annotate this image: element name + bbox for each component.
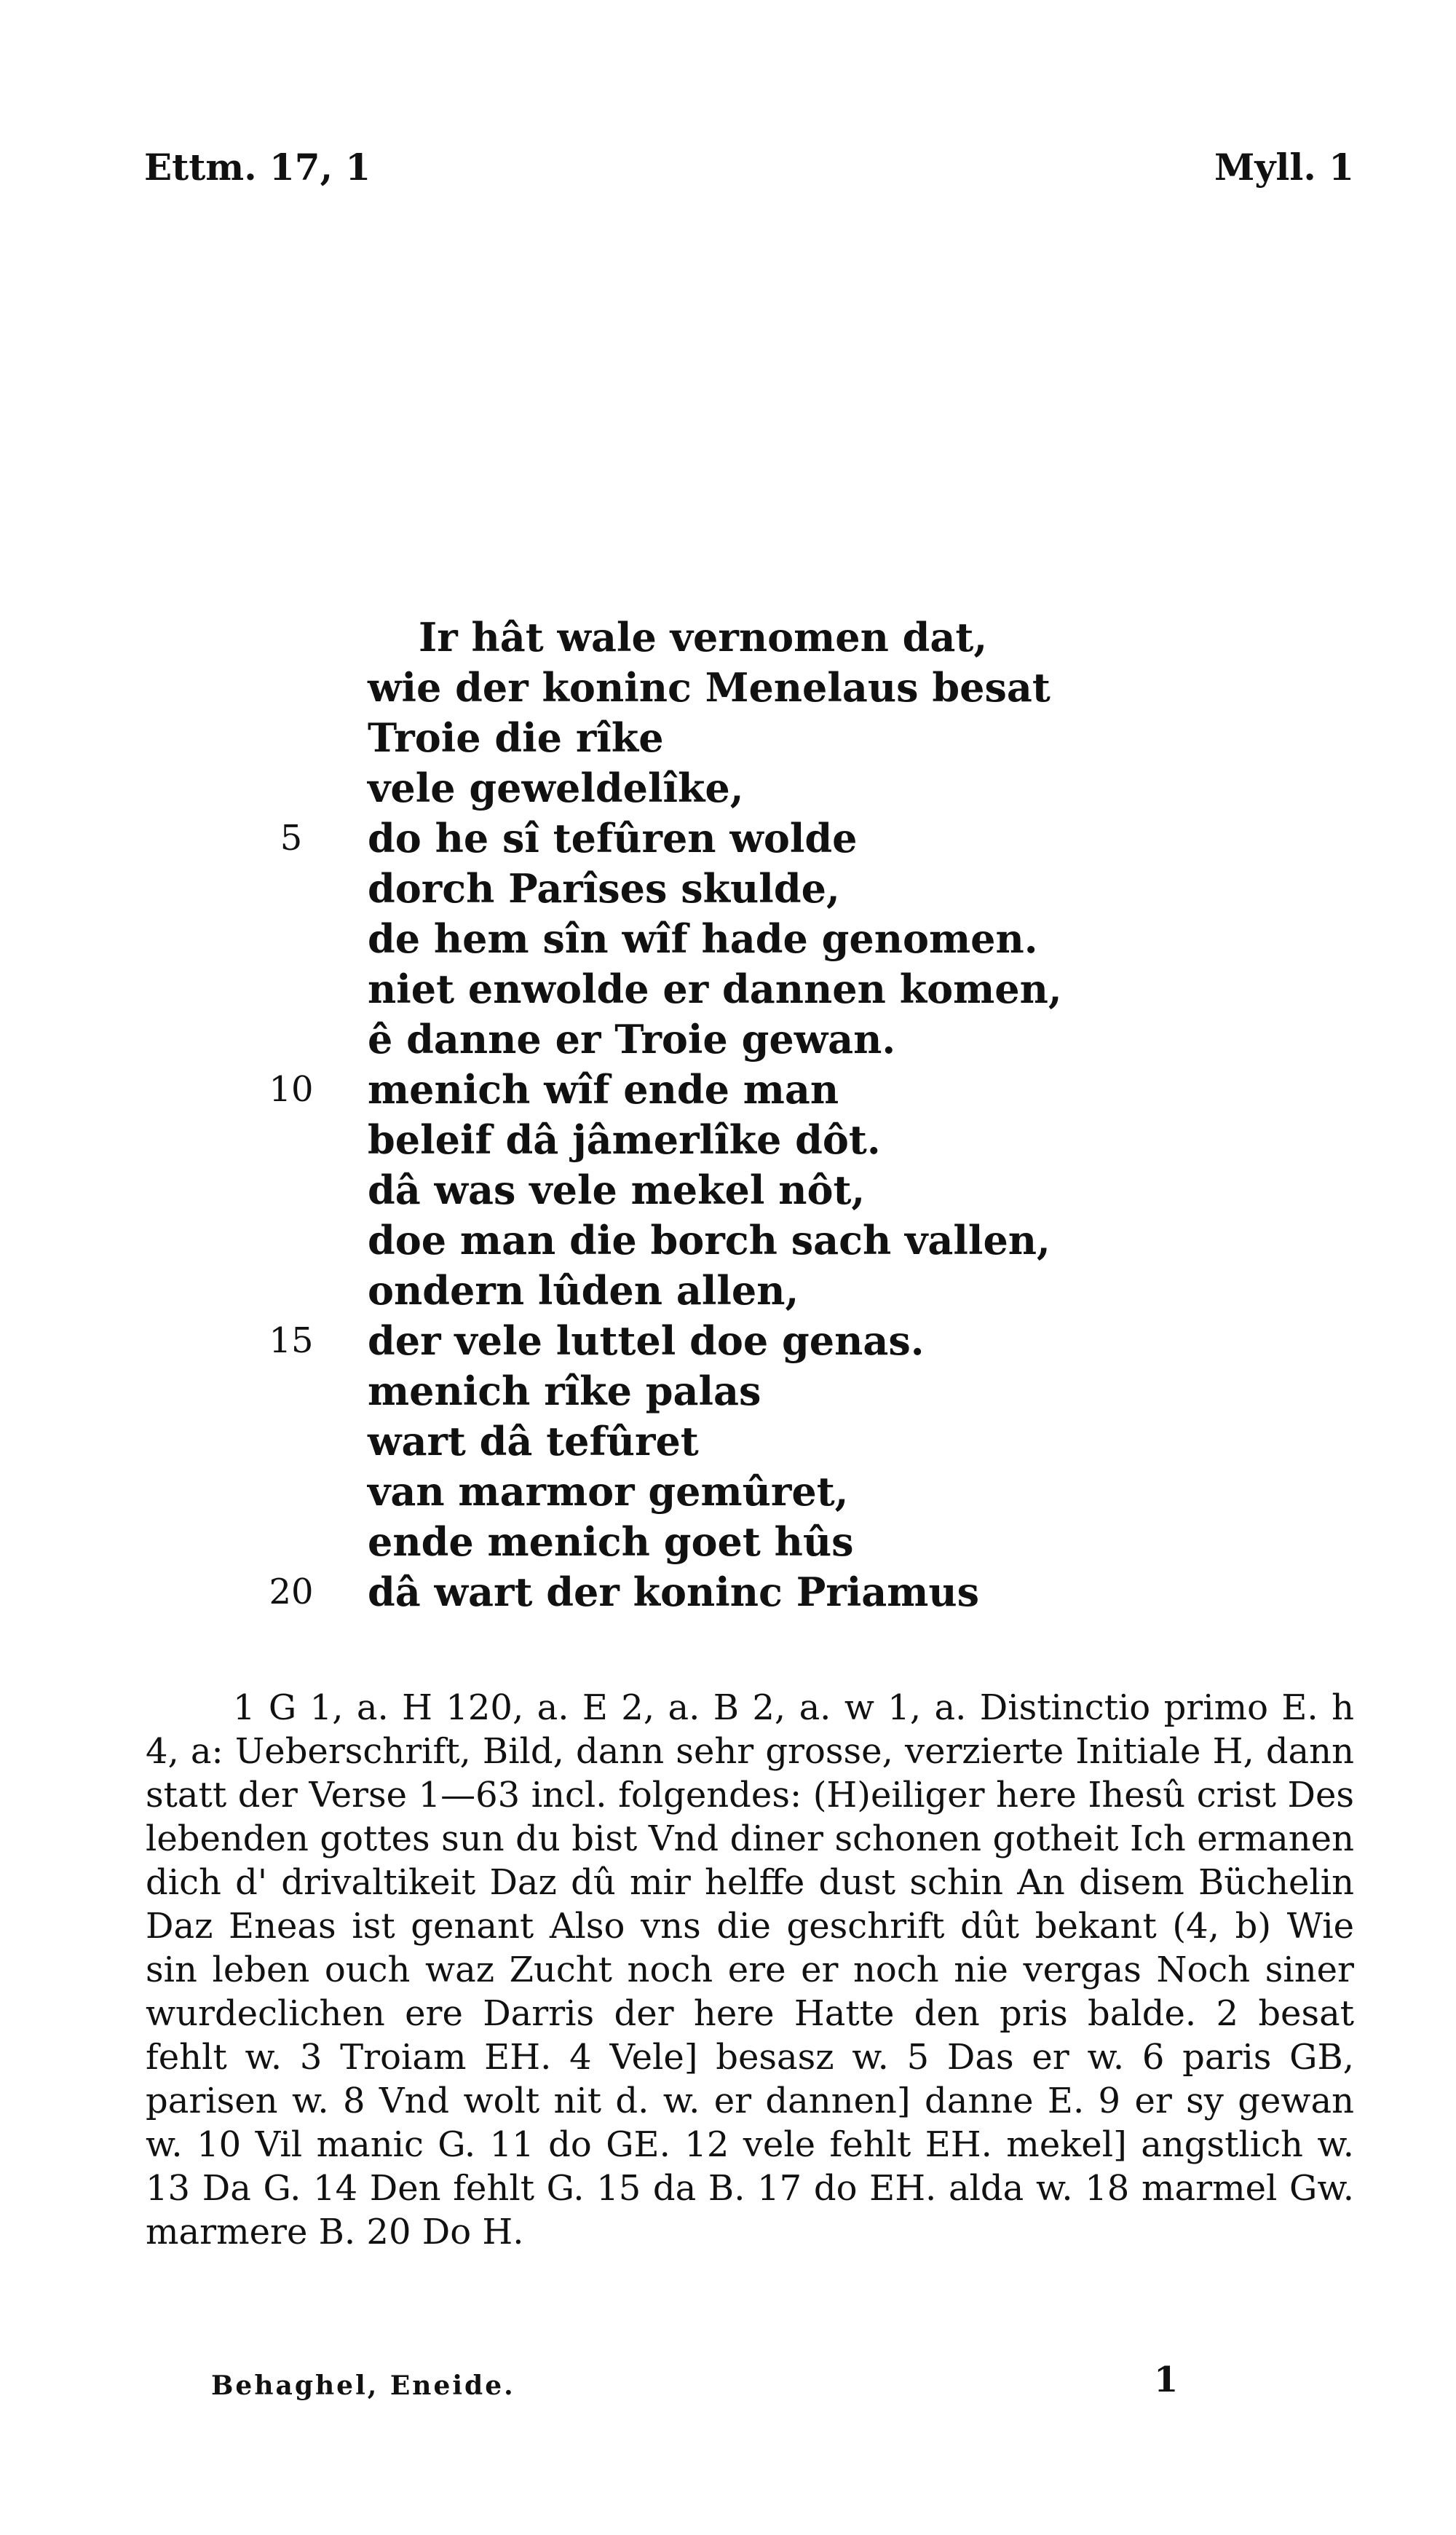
line-number-10: 10	[269, 1069, 314, 1110]
verse-line: menich rîke palas	[368, 1368, 761, 1414]
verse-line: niet enwolde er dannen komen,	[368, 966, 1062, 1012]
verse-line: ende menich goet hûs	[368, 1518, 854, 1565]
signature-mark: Behaghel, Eneide.	[211, 2370, 515, 2401]
verse-line: ondern lûden allen,	[368, 1267, 799, 1314]
critical-apparatus	[146, 1686, 1354, 2254]
verse-line: van marmor gemûret,	[368, 1468, 849, 1515]
line-number-20: 20	[269, 1572, 314, 1612]
verse-line: do he sî tefûren wolde	[368, 815, 858, 862]
verse-line: Troie die rîke	[368, 714, 664, 761]
verse-line: wie der koninc Menelaus besat	[368, 664, 1051, 711]
verse-line: menich wîf ende man	[368, 1066, 839, 1113]
line-number-15: 15	[269, 1320, 314, 1361]
verse-line: wart dâ tefûret	[368, 1418, 699, 1464]
verse-line: dorch Parîses skulde,	[368, 865, 840, 912]
signature-number: 1	[1154, 2359, 1179, 2400]
verse-line: vele geweldelîke,	[368, 765, 744, 811]
verse-line: ê danne er Troie gewan.	[368, 1016, 896, 1063]
verse-line: Ir hât wale vernomen dat,	[419, 614, 988, 661]
verse-line: dâ wart der koninc Priamus	[368, 1569, 980, 1615]
line-number-5: 5	[280, 818, 303, 859]
verse-line: doe man die borch sach vallen,	[368, 1217, 1051, 1263]
verse-line: der vele luttel doe genas.	[368, 1317, 925, 1364]
running-head-left: Ettm. 17, 1	[144, 146, 371, 189]
verse-line: de hem sîn wîf hade genomen.	[368, 915, 1038, 962]
verse-line: beleif dâ jâmerlîke dôt.	[368, 1116, 881, 1163]
verse-line: dâ was vele mekel nôt,	[368, 1167, 866, 1213]
apparatus-text: 1 G 1, a. H 120, a. E 2, a. B 2, a. w 1, a. Distinctio primo E. h 4, a: Ueberschrift, Bild, dann sehr grosse, verzierte Initiale H, dann statt der Verse 1—63 incl. folgendes: (H)eiliger here Ihesû crist Des lebenden gottes sun du bist Vnd diner schonen gotheit Ich ermanen dich d' drivaltikeit Daz dû mir helffe dust schin An disem Büchelin Daz Eneas ist genant Also vns die geschrift dût bekant (4, b) Wie sin leben ouch waz Zucht noch ere er noch nie vergas Noch siner wurdeclichen ere Darris der here Hatte den pris balde. 2 besat fehlt w. 3 Troiam EH. 4 Vele] besasz w. 5 Das er w. 6 paris GB, parisen w. 8 Vnd wolt nit d. w. er dannen] danne E. 9 er sy gewan w. 10 Vil manic G. 11 do GE. 12 vele fehlt EH. mekel] angstlich w. 13 Da G. 14 Den fehlt G. 15 da B. 17 do EH. alda w. 18 marmel Gw. marmere B. 20 Do H.	[146, 1687, 1354, 2252]
running-head-right: Myll. 1	[1214, 146, 1354, 189]
